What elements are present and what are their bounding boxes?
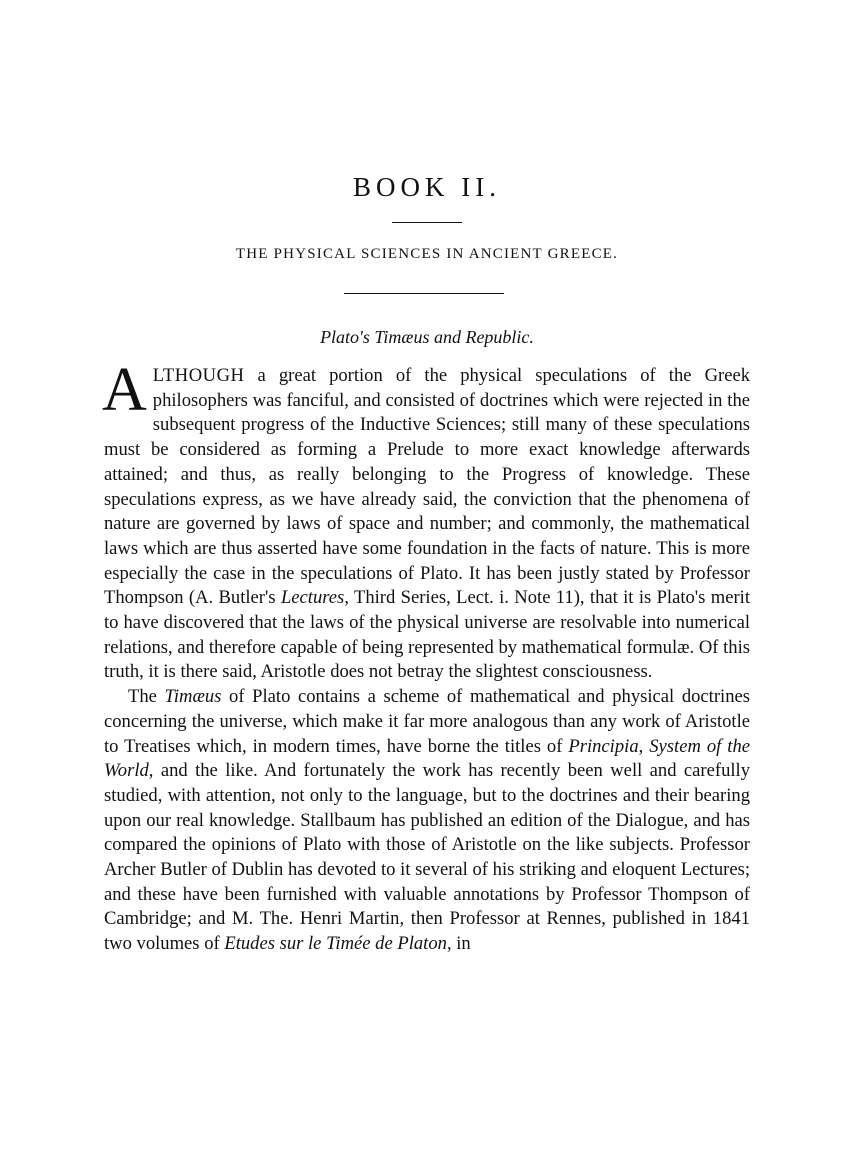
paragraph-2-italic-etudes: Etudes sur le Timée de Platon (224, 933, 447, 955)
section-heading: Plato's Timæus and Republic. (320, 327, 534, 347)
paragraph-2-text-b: of Plato contains a scheme of mathematical and physical doctrines concerning the universe, which make it far more analogous than any work of Aristotle to Treatises which, in modern times, have borne the titles of (104, 686, 750, 757)
paragraph-1-italic-lectures: Lectures (280, 587, 345, 609)
book-page (104, 0, 750, 1150)
paragraph-2-text-c: , (638, 735, 650, 757)
paragraph-2-italic-system: System of the World (104, 735, 751, 782)
paragraph-2-italic-timaeus: Timæus (164, 686, 222, 708)
drop-cap: A (102, 356, 147, 424)
title-rule (392, 222, 462, 223)
paragraph-1 (102, 356, 750, 685)
paragraph-2-text-e: , in (446, 933, 471, 955)
paragraph-1-text-a: a great portion of the physical speculations of the Greek philosophers was fanciful, and consisted of doctrines which were rejected in the subsequent progress of the Inductive Sciences; still many of these speculations must be considered as forming a Prelude to more exact knowledge afterwards attained; and thus, as really belonging to the Progress of knowledge. These speculations express, as we have already said, the conviction that the phenomena of nature are governed by laws of space and number; and commonly, the mathematical laws which are thus asserted have some foundation in the facts of nature. This is more especially the case in the speculations of Plato. It has been justly stated by Professor Thompson (A. Butler's (104, 365, 750, 609)
paragraph-2-text-a: The (128, 686, 165, 708)
book-subtitle: THE PHYSICAL SCIENCES IN ANCIENT GREECE. (235, 246, 619, 262)
paragraph-1-text-b: , Third Series, Lect. i. Note 11), that it is Plato's merit to have discovered that the laws of the physical universe are resolvable into numerical relations, and therefore capable of being represented by mathematical formulæ. Of this truth, it is there said, Aristotle does not betray the slightest consciousness. (104, 587, 750, 683)
paragraph-2-italic-principia: Principia (568, 735, 639, 757)
paragraph-2 (104, 685, 750, 957)
book-title: BOOK II. (353, 172, 501, 202)
body-text (102, 356, 751, 957)
lead-caps: LTHOUGH (152, 365, 245, 386)
paragraph-2-text-d: , and the like. And fortunately the work has recently been well and carefully studied, with attention, not only to the language, but to the doctrines and their bearing upon our real knowledge. Stallbaum has published an edition of the Dialogue, and has compared the opinions of Plato with those of Aristotle on the like subjects. Professor Archer Butler of Dublin has devoted to it several of his striking and eloquent Lectures; and these have been furnished with valuable annotations by Professor Thompson of Cambridge; and M. The. Henri Martin, then Professor at Rennes, published in 1841 two volumes of (104, 760, 750, 955)
subtitle-rule (344, 293, 504, 294)
